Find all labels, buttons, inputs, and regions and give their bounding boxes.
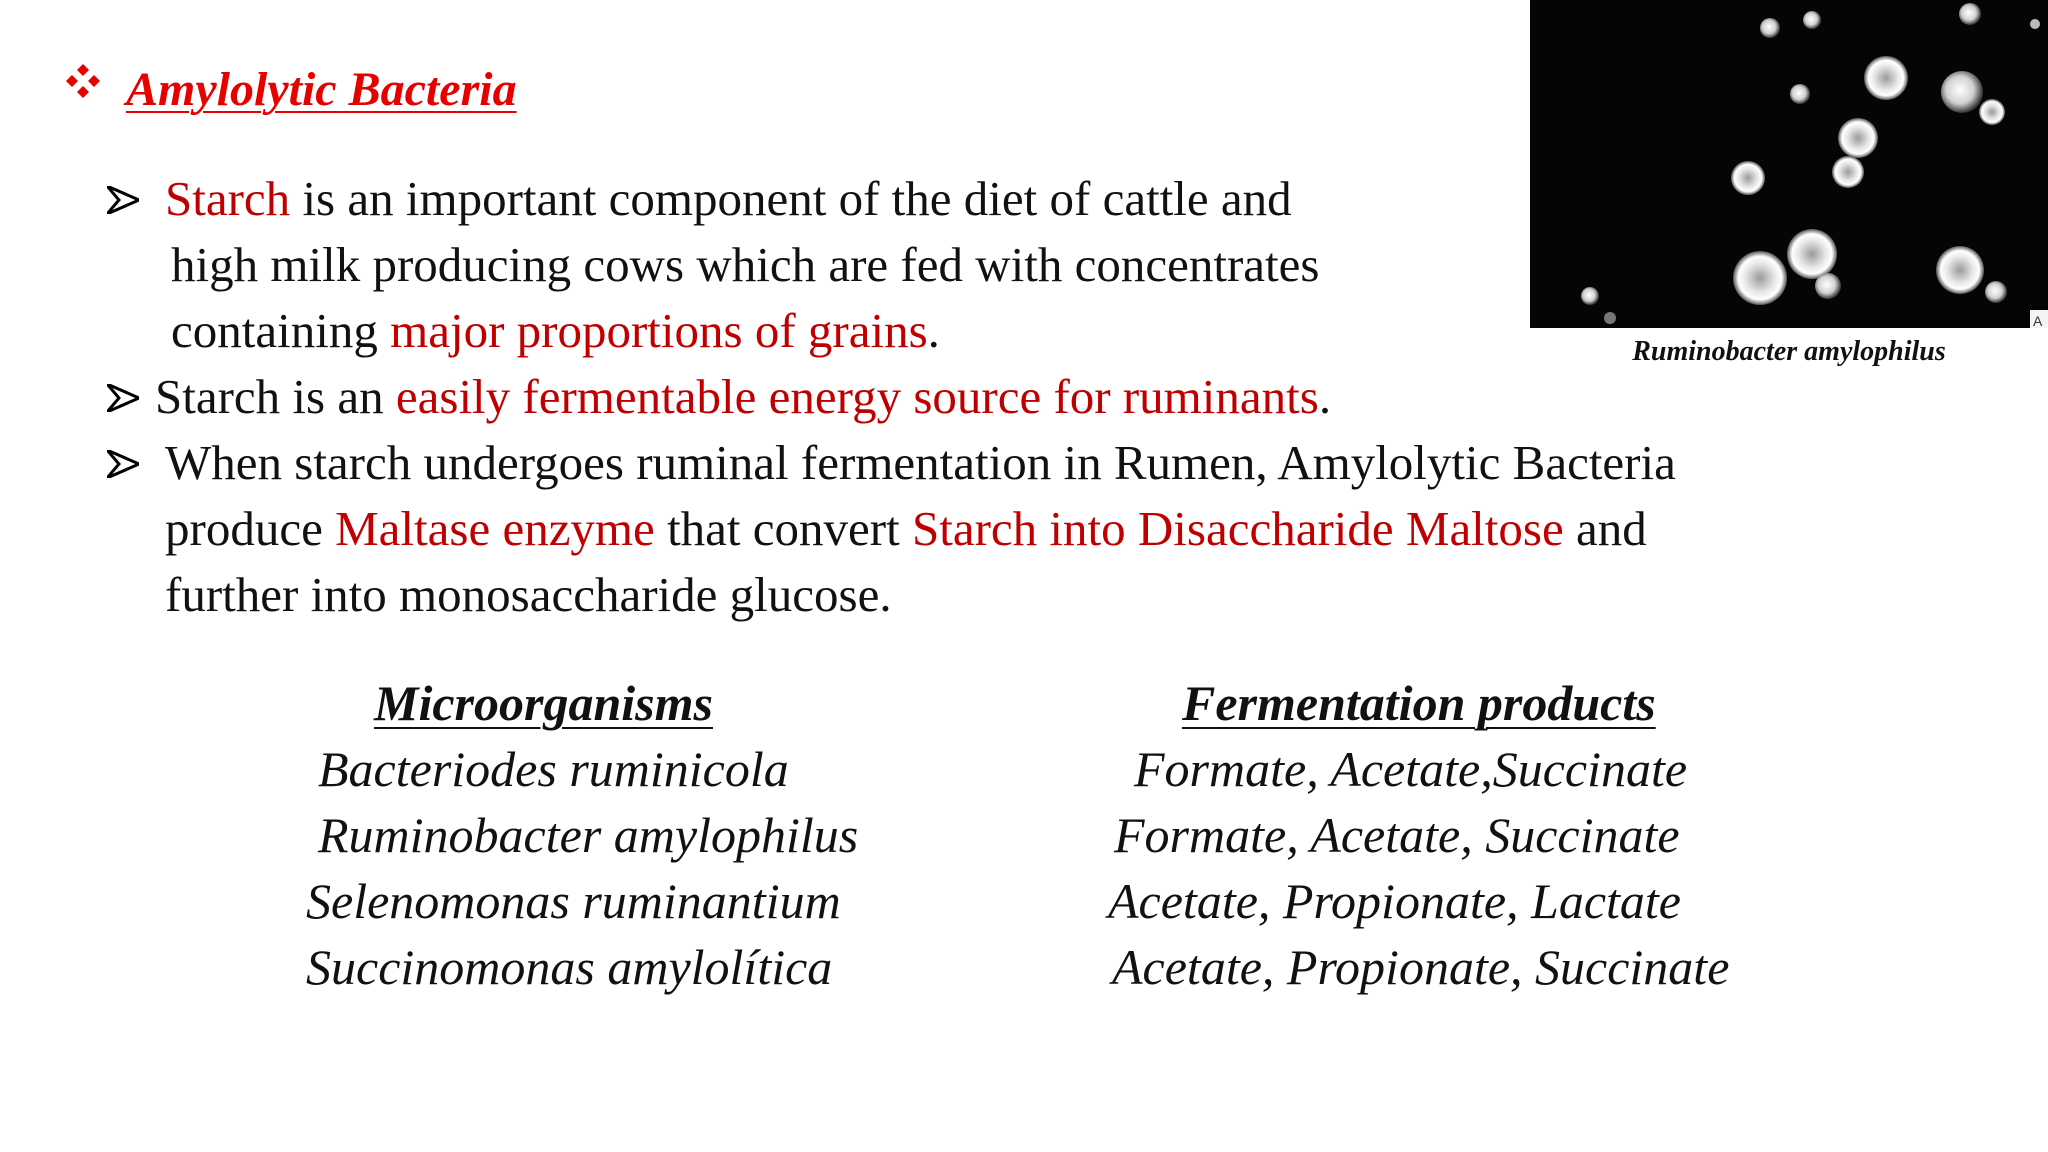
highlight-text: Starch [165,171,291,226]
body-text: Starch is an [155,369,396,424]
microorganisms-header: Microorganisms [374,675,713,731]
body-text: produce [165,501,336,556]
body-text: that convert [654,501,912,556]
highlight-text: Starch into Disaccharide Maltose [911,501,1564,556]
bullet-item-2 [155,364,1332,430]
arrowhead-icon [107,186,139,214]
microorganisms-column [300,670,859,1000]
table-cell: Formate, Acetate, Succinate [1114,807,1680,863]
bullet-line [171,232,1319,298]
heading-title: Amylolytic Bacteria [126,63,517,116]
body-text: is an important component of the diet of cattle and [290,171,1292,226]
bullet-item-1 [165,166,1319,364]
bullet-line [155,364,1331,430]
fermentation-products-column [1100,670,1730,1000]
micrograph-image [1530,0,2048,328]
table-cell: Ruminobacter amylophilus [318,807,859,863]
four-diamond-icon [66,64,100,98]
table-cell: Bacteriodes ruminicola [318,741,789,797]
bullet-item-3 [165,430,1676,628]
table-cell: Formate, Acetate,Succinate [1134,741,1688,797]
fermentation-products-header: Fermentation products [1182,675,1656,731]
table-cell: Acetate, Propionate, Succinate [1112,939,1730,995]
highlight-text: Maltase enzyme [335,501,655,556]
bullet-line [165,166,1319,232]
body-text: and [1563,501,1647,556]
highlight-text: major proportions of grains [390,303,928,358]
bullet-line [165,562,1676,628]
bullet-line [165,430,1676,496]
table-cell: Acetate, Propionate, Lactate [1108,873,1681,929]
photo-caption: Ruminobacter amylophilus [1632,336,1946,367]
bullet-line [165,496,1676,562]
body-text: . [927,303,940,358]
body-text: containing [171,303,391,358]
body-text: high milk producing cows which are fed with concentrates [171,237,1320,292]
arrowhead-icon [107,384,139,412]
micrograph-corner-label: A [2033,313,2043,328]
highlight-text: easily fermentable energy source for ruminants [395,369,1319,424]
bacteria-micrograph [1530,0,2048,328]
table-cell: Succinomonas amylolítica [306,939,833,995]
bullet-line [171,298,1319,364]
arrowhead-icon [107,450,139,478]
table-cell: Selenomonas ruminantium [306,873,841,929]
body-text: . [1318,369,1332,424]
body-text: further into monosaccharide glucose. [165,567,892,622]
slide-heading [66,62,517,117]
body-text: When starch undergoes ruminal fermentation in Rumen, Amylolytic Bacteria [165,435,1676,490]
